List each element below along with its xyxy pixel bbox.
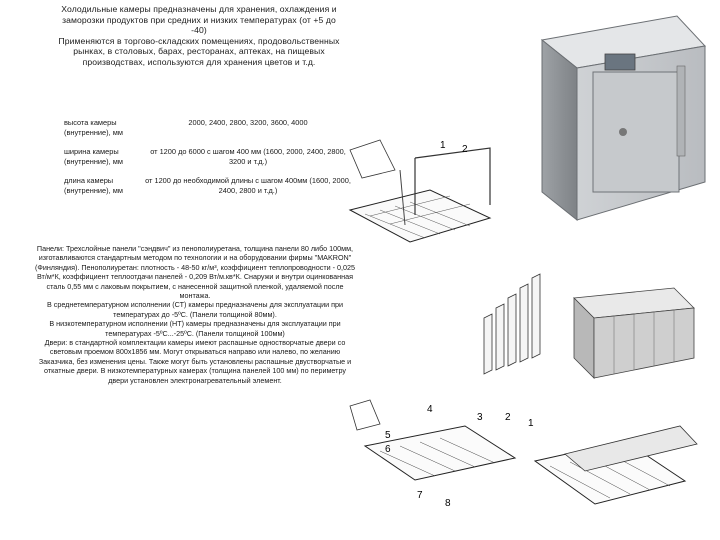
diagram-number: 7 [417, 490, 423, 501]
spec-row-width [64, 147, 354, 166]
panels-description [34, 244, 356, 385]
spec-label: высота камеры (внутренние), мм [64, 118, 123, 137]
diagram-number: 5 [385, 430, 391, 441]
floor-assembly-diagram [340, 130, 515, 255]
diagram-number: 1 [528, 418, 534, 429]
diagram-number: 8 [445, 498, 451, 509]
diagram-number: 1 [440, 140, 446, 151]
diagram-number: 6 [385, 444, 391, 455]
spec-table [64, 118, 354, 206]
spec-row-height [64, 118, 354, 137]
spec-value: от 1200 до 6000 с шагом 400 мм (1600, 2000, 2400, 2800, 3200 и т.д.) [150, 147, 346, 166]
low-temp-paragraph: В низкотемпературном исполнении (НТ) камеры предназначены для эксплуатации при температурах -5ºС...-25ºС. (Панели толщиной 100мм) [49, 319, 341, 338]
medium-temp-paragraph: В среднетемпературном исполнении (СТ) камеры предназначены для эксплуатации при температурах до -5ºС. (Панели толщиной 80мм). [46, 300, 344, 319]
doors-paragraph: Двери: в стандартной комплектации камеры имеют распашные одностворчатые двери со световым проемом 800х1856 мм. Могут открываться направо или налево, по желанию Заказчика, без изменения цены. Также могут быть установлены распашные двустворчатые и откатные двери. В низкотемпературных камерах (толщина панелей 100 мм) по периметру двери установлен электронагревательный элемент. [38, 338, 352, 385]
spec-value: от 1200 до необходимой длины с шагом 400мм (1600, 2000, 2400, 2800 и т.д.) [145, 176, 351, 195]
spec-label: длина камеры (внутренние), мм [64, 176, 123, 195]
intro-block [54, 4, 344, 68]
diagram-number: 2 [462, 144, 468, 155]
panels-paragraph: Панели: Трехслойные панели "сэндвич" из пенополиуретана, толщина панели 80 либо 100мм, изготавливаются стандартным методом по технологии и на оборудовании фирмы "MAKRON" (Финляндия). Пенополиуретан: плотность - 48-50 кг/м³, коэффициент теплопроводности - 0,025 Вт/м*К, коэффициент теплоотдачи панелей - 0,209 Вт/м.кв*К. Снаружи и внутри оцинкованная сталь 0,55 мм с лаковым покрытием, с нанесенной защитной пленкой, удаляемой после монтажа. [34, 244, 356, 301]
spec-label: ширина камеры (внутренние), мм [64, 147, 123, 166]
intro-title: Холодильные камеры предназначены для хранения, охлаждения и заморозки продуктов при средних и низких температурах (от +5 до -40) [61, 4, 337, 36]
panels-image [474, 258, 709, 388]
intro-usage: Применяются в торгово-складских помещениях, продовольственных рынках, в столовых, барах, ресторанах, аптеках, на пищевых производствах, используются для хранения цветов и т.д. [58, 35, 340, 67]
diagram-number: 4 [427, 404, 433, 415]
diagram-number: 2 [505, 412, 511, 423]
cold-room-image [527, 6, 715, 226]
assembly-diagram [345, 396, 715, 536]
diagram-number: 3 [477, 412, 483, 423]
spec-value: 2000, 2400, 2800, 3200, 3600, 4000 [188, 118, 308, 127]
spec-row-length [64, 176, 354, 195]
